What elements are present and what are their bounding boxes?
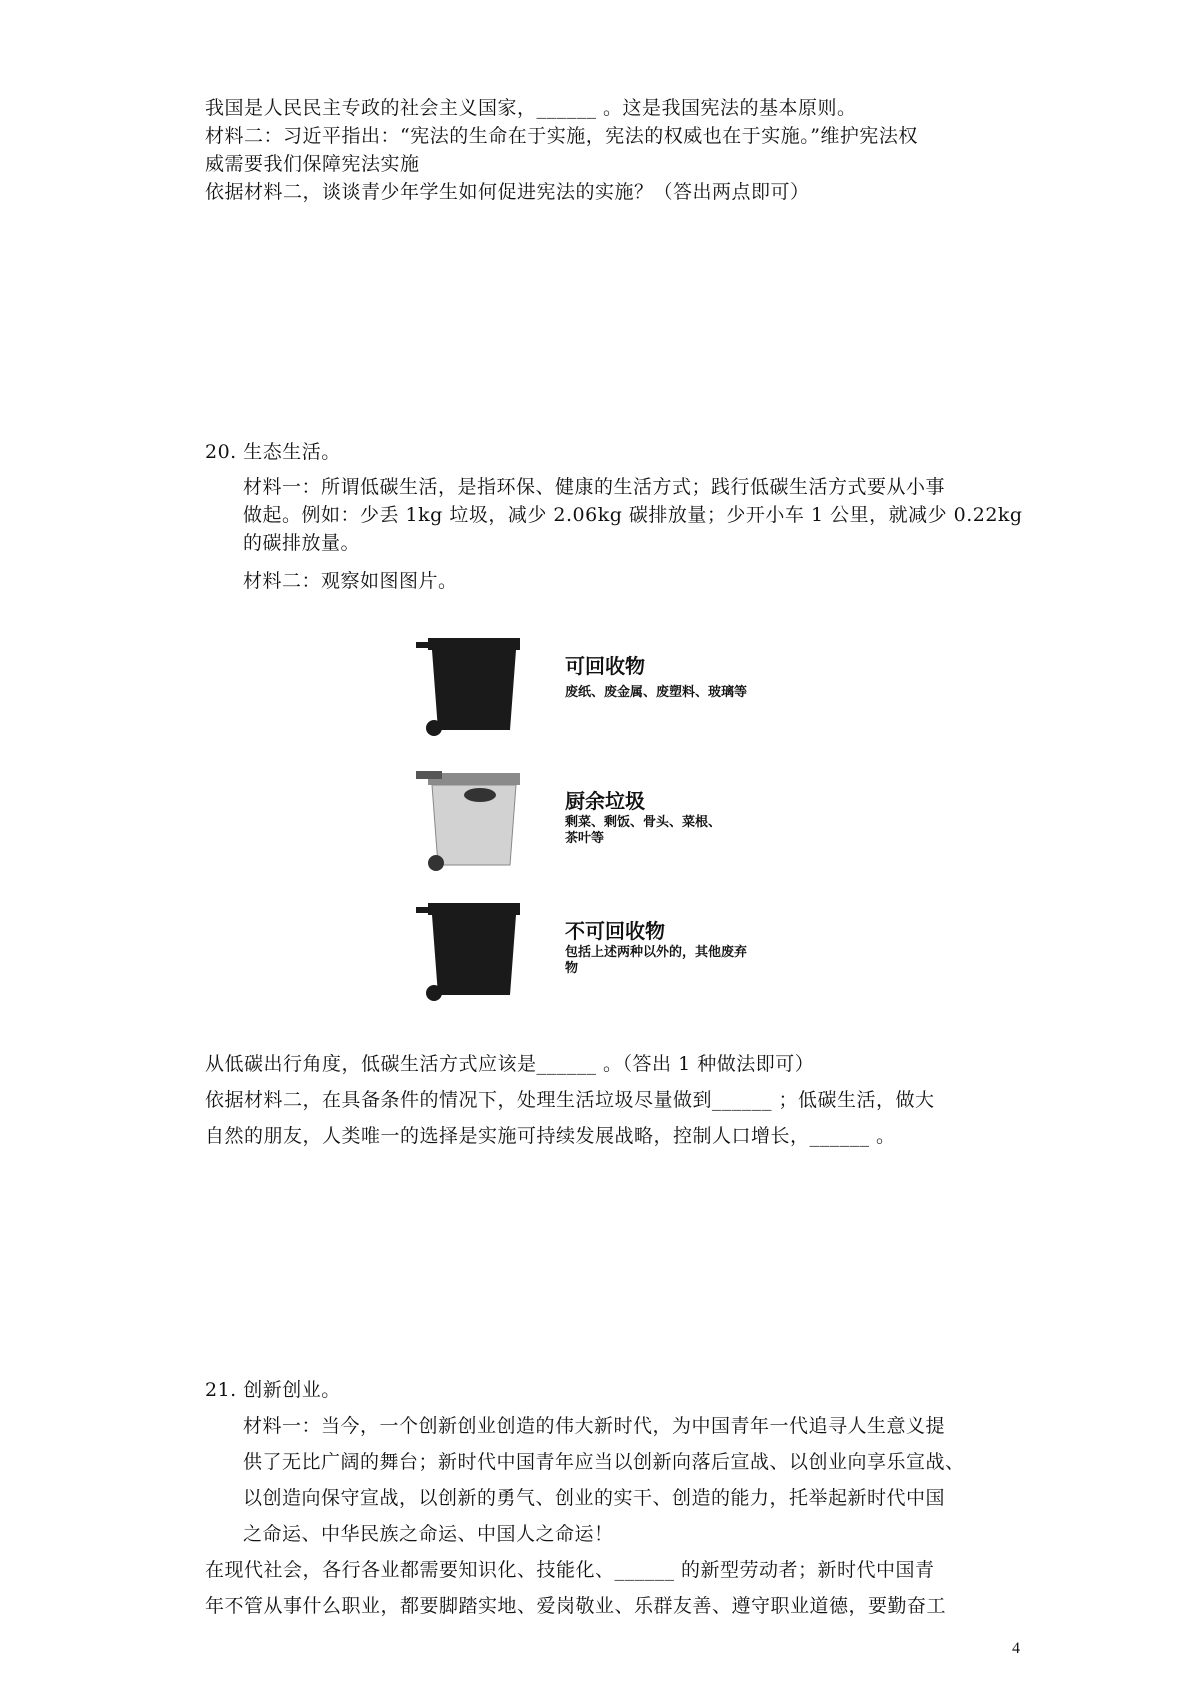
material-text: 供了无比广阔的舞台；新时代中国青年应当以创新向落后宣战、以创业向享乐宣战、: [243, 1451, 965, 1473]
material-text: 材料二：观察如图图片。: [243, 570, 458, 592]
question-prompt: 在现代社会，各行各业都需要知识化、技能化、______ 的新型劳动者；新时代中国青: [205, 1559, 935, 1581]
bin-desc: 废纸、废金属、废塑料、玻璃等: [565, 685, 748, 700]
question-prompt: 依据材料二，谈谈青少年学生如何促进宪法的实施？（答出两点即可）: [205, 181, 810, 203]
question-prompt: 年不管从事什么职业，都要脚踏实地、爱岗敬业、乐群友善、遵守职业道德，要勤奋工: [205, 1595, 947, 1617]
bin-row-nonrecyclable: [400, 895, 840, 1005]
bin-desc: 剩菜、剩饭、骨头、菜根、: [565, 815, 722, 830]
question-heading-20: 20. 生态生活。: [205, 441, 341, 463]
question-prompt: 从低碳出行角度，低碳生活方式应该是______ 。（答出 1 种做法即可）: [205, 1053, 815, 1075]
text-line: 威需要我们保障宪法实施: [205, 153, 420, 175]
bin-title: 厨余垃圾: [565, 789, 645, 813]
question-prompt: 依据材料二，在具备条件的情况下，处理生活垃圾尽量做到______ ；低碳生活，做大: [205, 1089, 935, 1111]
bin-title: 可回收物: [565, 654, 645, 678]
bin-row-recyclable: [400, 630, 840, 740]
dark-trash-bin-icon: [410, 895, 530, 1005]
bin-desc: 茶叶等: [565, 831, 605, 846]
question-prompt: 自然的朋友，人类唯一的选择是实施可持续发展战略，控制人口增长，______ 。: [205, 1125, 896, 1147]
page-number: 4: [1012, 1640, 1020, 1657]
material-text: 做起。例如：少丢 1kg 垃圾，减少 2.06kg 碳排放量；少开小车 1 公里，就减少 0.22kg: [243, 504, 1023, 526]
text-line: 材料二：习近平指出：“宪法的生命在于实施，宪法的权威也在于实施。”维护宪法权: [205, 125, 918, 147]
light-trash-bin-icon: [410, 765, 530, 875]
bin-desc: 包括上述两种以外的，其他废弃: [565, 945, 748, 960]
bin-title: 不可回收物: [565, 919, 665, 943]
material-text: 之命运、中华民族之命运、中国人之命运！: [243, 1523, 614, 1545]
dark-trash-bin-icon: [410, 630, 530, 740]
text-line: 我国是人民民主专政的社会主义国家，______ 。这是我国宪法的基本原则。: [205, 97, 857, 119]
material-text: 材料一：当今，一个创新创业创造的伟大新时代，为中国青年一代追寻人生意义提: [243, 1415, 946, 1437]
bin-row-kitchen: [400, 765, 840, 875]
waste-sorting-figure: [400, 630, 840, 1030]
question-heading-21: 21. 创新创业。: [205, 1379, 341, 1401]
material-text: 以创造向保守宣战，以创新的勇气、创业的实干、创造的能力，托举起新时代中国: [243, 1487, 946, 1509]
bin-desc: 物: [565, 961, 579, 976]
material-text: 材料一：所谓低碳生活，是指环保、健康的生活方式；践行低碳生活方式要从小事: [243, 476, 946, 498]
material-text: 的碳排放量。: [243, 532, 361, 554]
